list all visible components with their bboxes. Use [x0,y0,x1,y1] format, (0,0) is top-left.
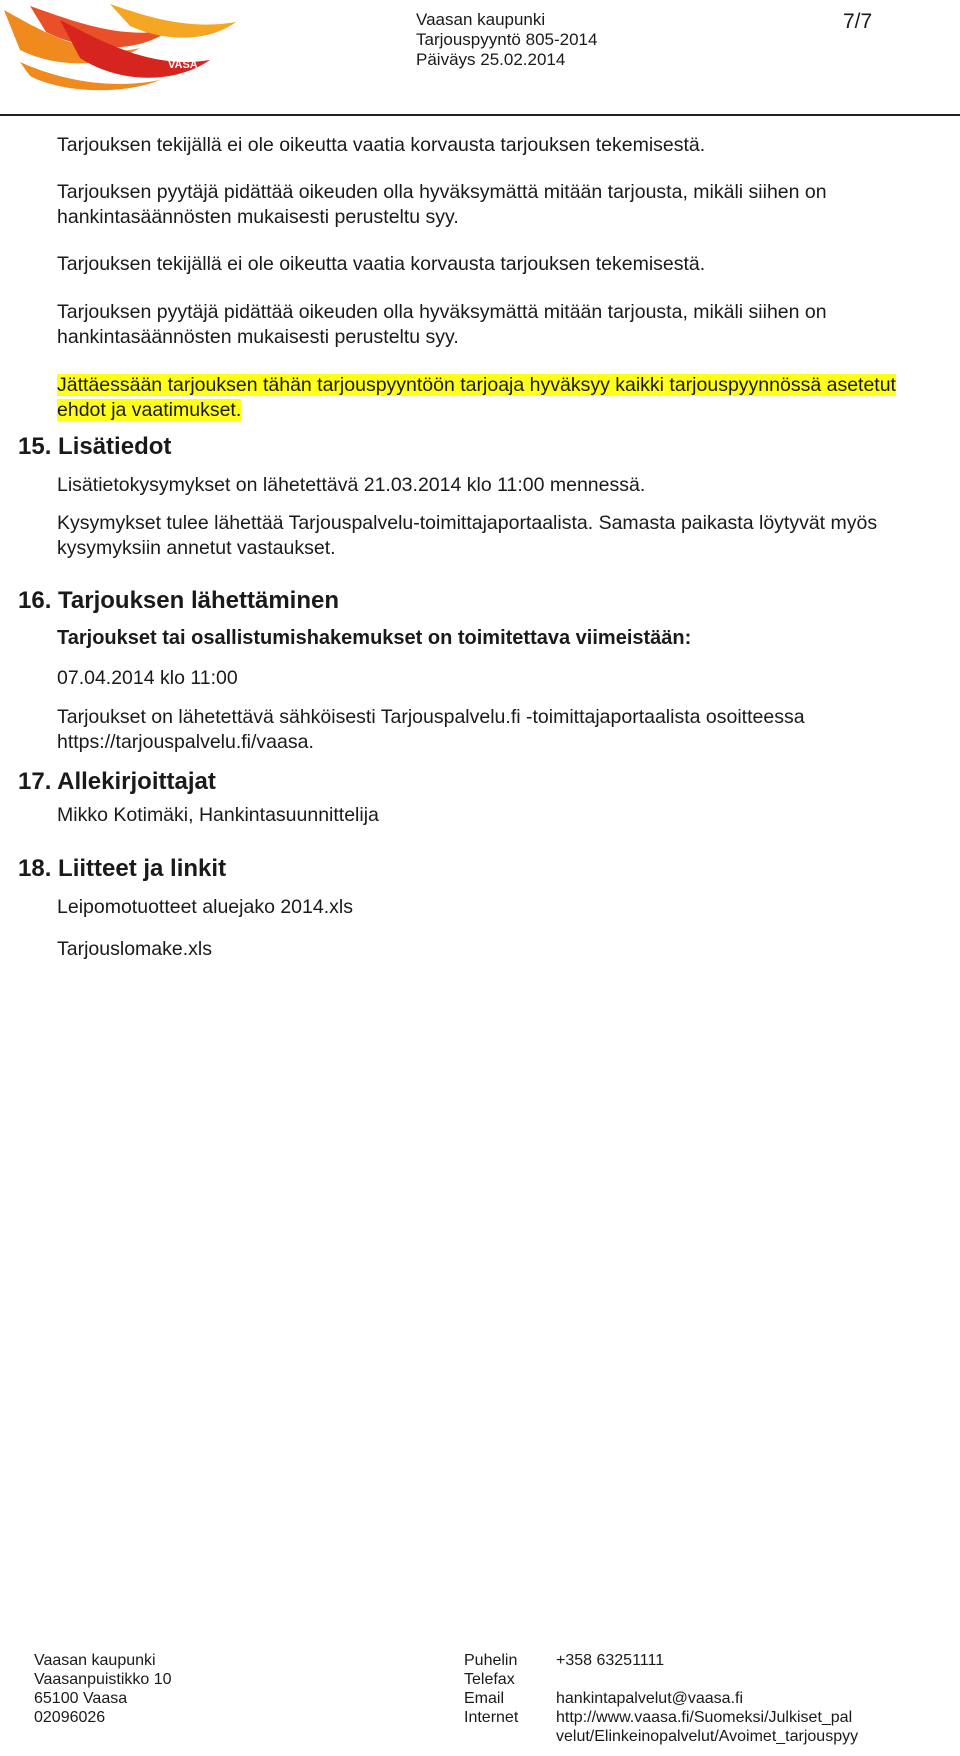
footer-labels [464,1651,518,1727]
section-heading-16: 16. Tarjouksen lähettäminen [18,587,339,614]
paragraph: Tarjouksen tekijällä ei ole oikeutta vaatia korvausta tarjouksen tekemisestä. [57,253,706,275]
footer-label-fax: Telefax [464,1671,515,1688]
header-date: Päiväys 25.02.2014 [416,50,566,69]
footer-label-internet: Internet [464,1709,519,1726]
paragraph: Kysymykset tulee lähettää Tarjouspalvelu-toimittajaportaalista. Samasta paikasta löytyvät myös kysymyksiin annetut vastaukset. [57,512,878,559]
header-organization: Vaasan kaupunki [416,10,546,29]
footer-label-phone: Puhelin [464,1652,518,1669]
footer-organization: Vaasan kaupunki [34,1652,156,1669]
attachment-link[interactable]: Leipomotuotteet aluejako 2014.xls [57,896,353,918]
section-heading-15: 15. Lisätiedot [18,433,172,460]
footer-email-link[interactable]: hankintapalvelut@vaasa.fi [556,1690,744,1707]
vaasa-logo [0,0,250,96]
header-divider [0,114,960,116]
section-heading-17: 17. Allekirjoittajat [18,768,216,795]
footer-code: 02096026 [34,1709,106,1726]
footer-fax [556,1670,858,1689]
paragraph: Tarjoukset on lähetettävä sähköisesti Tarjouspalvelu.fi -toimittajaportaalista osoitteessa https://tarjouspalvelu.fi/vaasa. [57,706,805,753]
footer-street: Vaasanpuistikko 10 [34,1671,172,1688]
paragraph: Lisätietokysymykset on lähetettävä 21.03.2014 klo 11:00 mennessä. [57,474,646,496]
header-meta [416,10,597,70]
footer-web-link-cont[interactable]: velut/Elinkeinopalvelut/Avoimet_tarjouspyy [556,1728,859,1745]
paragraph: Tarjouksen tekijällä ei ole oikeutta vaatia korvausta tarjouksen tekemisestä. [57,134,706,156]
paragraph: Tarjouksen pyytäjä pidättää oikeuden olla hyväksymättä mitään tarjousta, mikäli siihen on hankintasäännösten mukaisesti perusteltu syy. [57,181,827,228]
section-subheading: Tarjoukset tai osallistumishakemukset on toimitettava viimeistään: [57,627,692,649]
footer-values [556,1651,858,1746]
deadline: 07.04.2014 klo 11:00 [57,667,238,689]
page-number: 7/7 [843,10,873,33]
svg-text:VASA: VASA [168,59,198,71]
paragraph: Tarjouksen pyytäjä pidättää oikeuden olla hyväksymättä mitään tarjousta, mikäli siihen on hankintasäännösten mukaisesti perusteltu syy. [57,301,827,348]
footer-phone: +358 63251111 [556,1652,665,1669]
signatory: Mikko Kotimäki, Hankintasuunnittelija [57,804,379,826]
footer-postal: 65100 Vaasa [34,1690,128,1707]
attachment-link[interactable]: Tarjouslomake.xls [57,938,212,960]
highlighted-paragraph [57,373,917,423]
footer-address [34,1651,172,1727]
highlight: Jättäessään tarjouksen tähän tarjouspyyntöön tarjoaja hyväksyy kaikki tarjouspyynnössä asetetut ehdot ja vaatimukset. [57,374,896,421]
section-heading-18: 18. Liitteet ja linkit [18,855,227,882]
footer-label-email: Email [464,1690,505,1707]
header-reference: Tarjouspyyntö 805-2014 [416,30,598,49]
svg-text:VAASA: VAASA [160,43,205,58]
footer-web-link[interactable]: http://www.vaasa.fi/Suomeksi/Julkiset_pal [556,1709,853,1726]
